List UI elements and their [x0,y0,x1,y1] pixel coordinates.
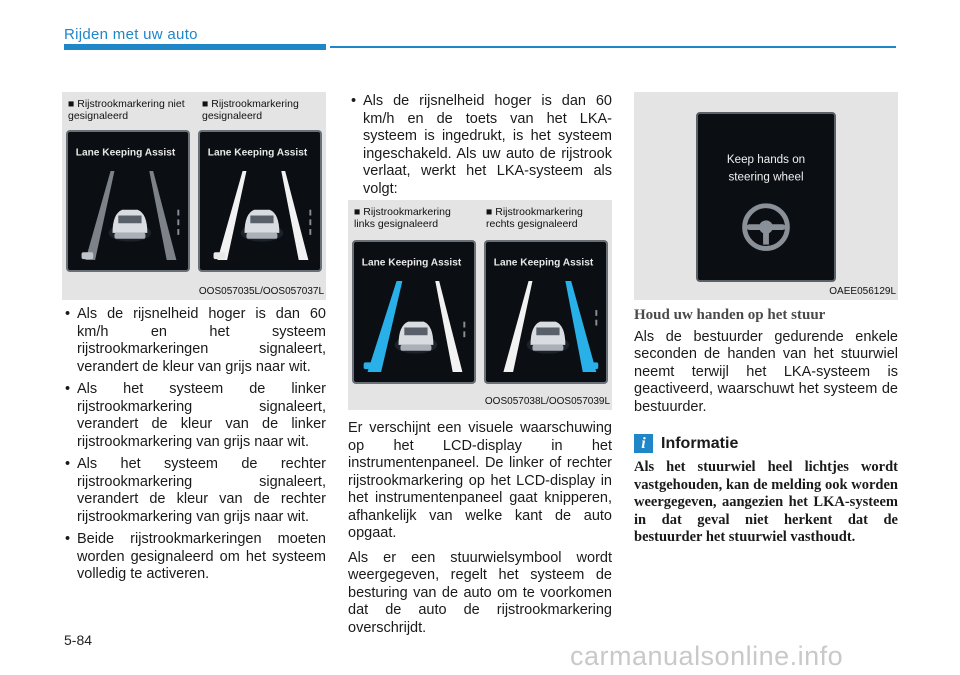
figure-legend-not-detected: ■ Rijstrookmarkering niet gesignaleerd [68,98,185,122]
column-left-text [62,306,326,589]
lka-screen-title: Lane Keeping Assist [493,257,594,269]
paragraph: Als er een stuurwielsymbool wordt weergegeven, regelt het systeem de besturing van de auto om te voorkomen dat de auto de rijstrookmarkering overschrijdt. [348,549,612,636]
paragraph: Er verschijnt een visuele waarschuwing op het LCD-display in het instrumentenpaneel. De linker of rechter rijstrookmarkering op het LCD-display in het instrumentenpaneel gaat knipperen, afhankelijk van welke kant de auto opgaat. [348,420,612,541]
warning-display-graphic [698,114,834,280]
info-icon: i [634,434,653,453]
watermark: carmanualsonline.info [570,641,844,671]
lka-screen-title: Lane Keeping Assist [75,147,176,159]
lka-screen-not-detected [66,130,190,272]
lka-screen-title: Lane Keeping Assist [207,147,308,159]
hands-on-warning-screen [696,112,836,282]
column-middle-top-text [348,93,612,203]
paragraph: Als de bestuurder gedurende enkele seconden de handen van het stuurwiel neemt terwijl het LKA-systeem is geactiveerd, waarschuwt het systeem de bestuurder. [634,328,898,415]
warning-text-line2: steering wheel [728,170,804,184]
bullet-item: • Beide rijstrookmarkeringen moeten worden gesignaleerd om het systeem volledig te activeren. [62,531,326,584]
figure-code: OOS057035L/OOS057037L [198,286,324,297]
figure-legend-detected: ■ Rijstrookmarkering gesignaleerd [202,98,299,122]
column-right-text [634,307,898,547]
bullet-item: • Als het systeem de linker rijstrookmarkering signaleert, verandert de kleur van de linker rijstrookmarkering van grijs naar wit. [62,381,326,451]
column-middle-bottom-text [348,420,612,644]
info-text: Als het stuurwiel heel lichtjes wordt vastgehouden, kan de melding ook worden weergegeven, aangezien het LKA-systeem in dat geval niet herkent dat de bestuurder het stuurwiel vasthoudt. [634,459,898,545]
header-accent-bar [64,44,326,50]
subsection-heading: Houd uw handen op het stuur [634,307,826,323]
bullet-item: • Als de rijsnelheid hoger is dan 60 km/h en het systeem rijstrookmarkeringen signaleert, verandert de kleur van grijs naar wit. [62,306,326,376]
lka-display-graphic [68,132,188,270]
figure-legend-right-detected: ■ Rijstrookmarkering rechts gesignaleerd [486,206,583,230]
figure-code: OAEE056129L [829,286,896,297]
header-rule [330,46,896,48]
page-number: 5-84 [64,632,93,648]
figure-code: OOS057038L/OOS057039L [484,396,610,407]
bullet-item: • Als het systeem de rechter rijstrookmarkering signaleert, verandert de kleur van de rechter rijstrookmarkering van grijs naar wit. [62,456,326,526]
figure-lka-detection [62,92,326,300]
lka-display-graphic [486,242,606,382]
section-title: Rijden met uw auto [64,26,198,43]
figure-lka-lane-warning [348,200,612,410]
bullet-item: • Als de rijsnelheid hoger is dan 60 km/h en de toets van het LKA-systeem is ingedrukt, is het systeem ingeschakeld. Als uw auto de rijstrook verlaat, werkt het LKA-systeem als volgt: [348,93,612,198]
lka-screen-detected [198,130,322,272]
figure-hands-off-warning [634,92,898,300]
steering-wheel-icon [745,206,788,249]
info-header [634,434,898,453]
info-title: Informatie [661,434,739,452]
figure-legend-left-detected: ■ Rijstrookmarkering links gesignaleerd [354,206,451,230]
lka-screen-title: Lane Keeping Assist [361,257,462,269]
lka-screen-left-warning [352,240,476,384]
lka-screen-right-warning [484,240,608,384]
lka-display-graphic [354,242,474,382]
warning-text-line1: Keep hands on [726,153,806,166]
lka-display-graphic [200,132,320,270]
